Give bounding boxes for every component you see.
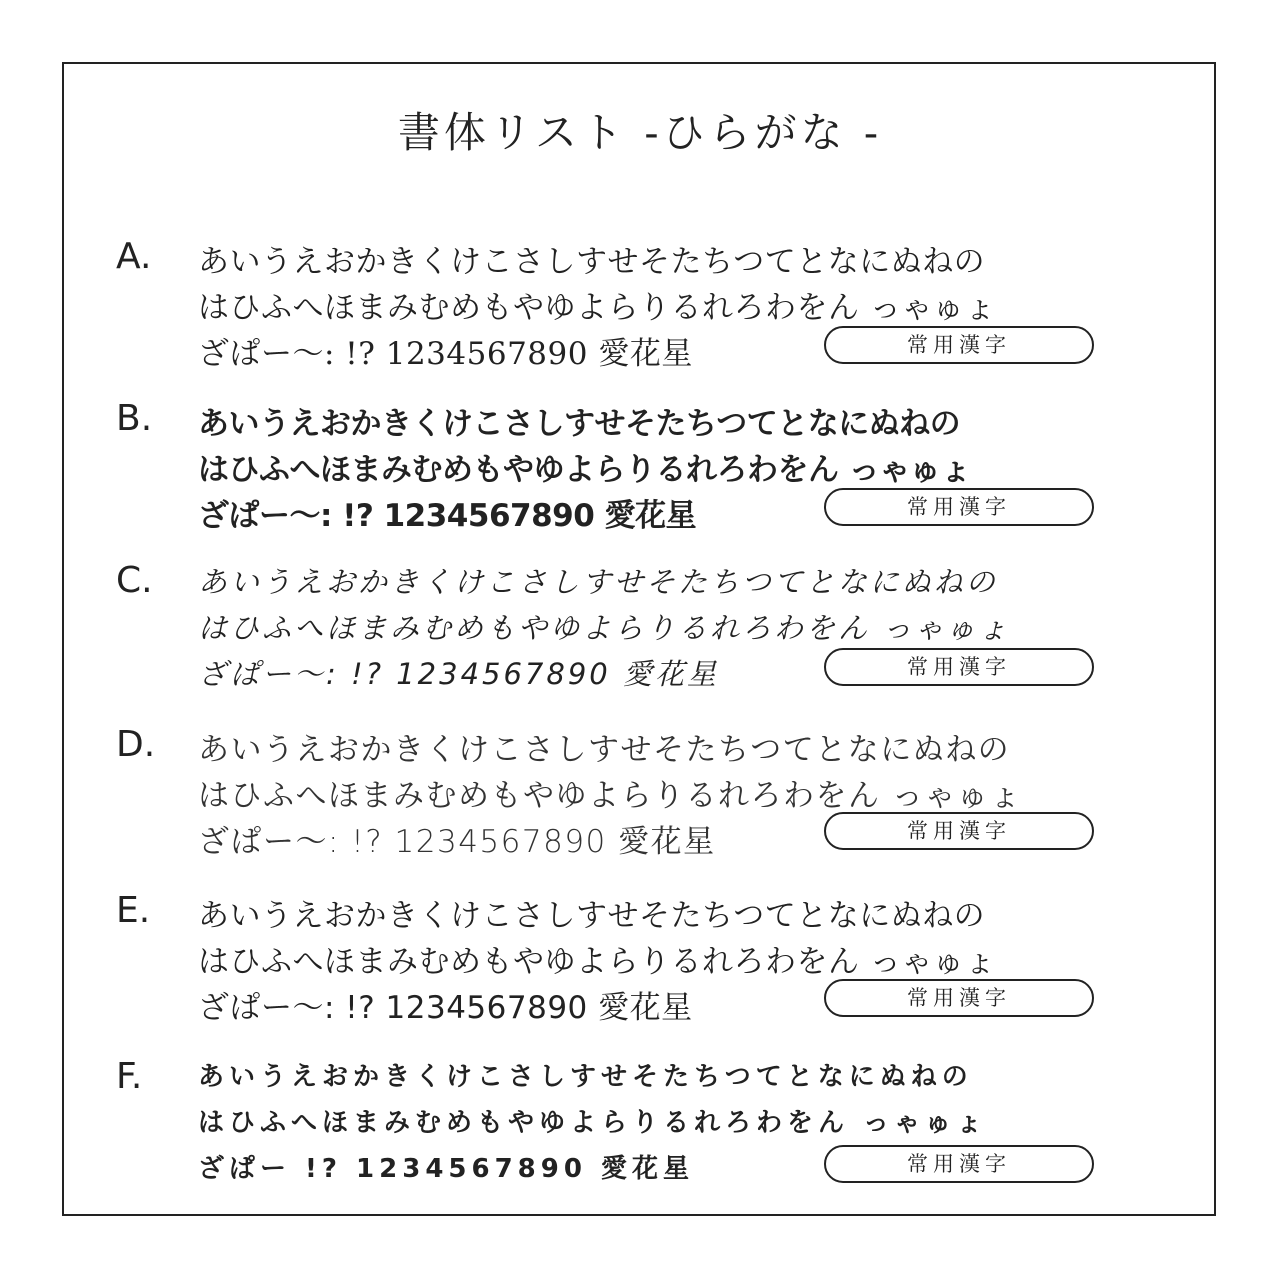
sample-line-1: あいうえおかきくけこさしすせそたちつてとなにぬねの	[198, 406, 961, 442]
section-label: C.	[116, 560, 153, 601]
sample-line-2: はひふへほまみむめもやゆよらりるれろわをん っゃゅょ	[198, 944, 996, 980]
kanji-badge: 常用漢字	[824, 1145, 1094, 1183]
kanji-badge: 常用漢字	[824, 326, 1094, 364]
font-sample-e	[0, 890, 1280, 1040]
sample-line-2: はひふへほまみむめもやゆよらりるれろわをん っゃゅょ	[198, 1108, 988, 1138]
section-label: A.	[116, 236, 152, 277]
sample-line-3: ざぱー～: !? 1234567890 愛花星	[198, 824, 716, 860]
font-sample-b	[0, 398, 1280, 548]
sample-line-3: ざぱー～: !? 1234567890 愛花星	[198, 336, 693, 372]
kanji-badge: 常用漢字	[824, 979, 1094, 1017]
sample-line-2: はひふへほまみむめもやゆよらりるれろわをん っゃゅょ	[198, 611, 1011, 645]
kanji-badge: 常用漢字	[824, 488, 1094, 526]
sample-line-2: はひふへほまみむめもやゆよらりるれろわをん っゃゅょ	[198, 290, 996, 326]
sample-line-1: あいうえおかきくけこさしすせそたちつてとなにぬねの	[198, 244, 986, 280]
font-sample-c	[0, 560, 1280, 710]
sample-line-3: ざぱー !? 1234567890 愛花星	[198, 1154, 695, 1184]
font-sample-f	[0, 1056, 1280, 1206]
section-label: D.	[116, 724, 156, 765]
font-sample-d	[0, 724, 1280, 874]
sample-line-1: あいうえおかきくけこさしすせそたちつてとなにぬねの	[198, 565, 998, 599]
font-sample-a	[0, 236, 1280, 386]
sample-line-2: はひふへほまみむめもやゆよらりるれろわをん っゃゅょ	[198, 452, 971, 488]
kanji-badge: 常用漢字	[824, 648, 1094, 686]
page-title: 書体リスト -ひらがな -	[397, 108, 883, 157]
sample-line-3: ざぱー～: !? 1234567890 愛花星	[198, 498, 697, 534]
sample-line-1: あいうえおかきくけこさしすせそたちつてとなにぬねの	[198, 898, 986, 934]
section-label: B.	[116, 398, 153, 439]
sample-line-3: ざぱー～: !? 1234567890 愛花星	[198, 990, 693, 1026]
section-label: F.	[116, 1056, 143, 1097]
sample-line-1: あいうえおかきくけこさしすせそたちつてとなにぬねの	[198, 1062, 973, 1092]
sample-line-2: はひふへほまみむめもやゆよらりるれろわをん っゃゅょ	[198, 778, 1022, 814]
sample-line-3: ざぱー～: !? 1234567890 愛花星	[198, 657, 719, 691]
section-label: E.	[116, 890, 151, 931]
sample-line-1: あいうえおかきくけこさしすせそたちつてとなにぬねの	[198, 732, 1011, 768]
kanji-badge: 常用漢字	[824, 812, 1094, 850]
